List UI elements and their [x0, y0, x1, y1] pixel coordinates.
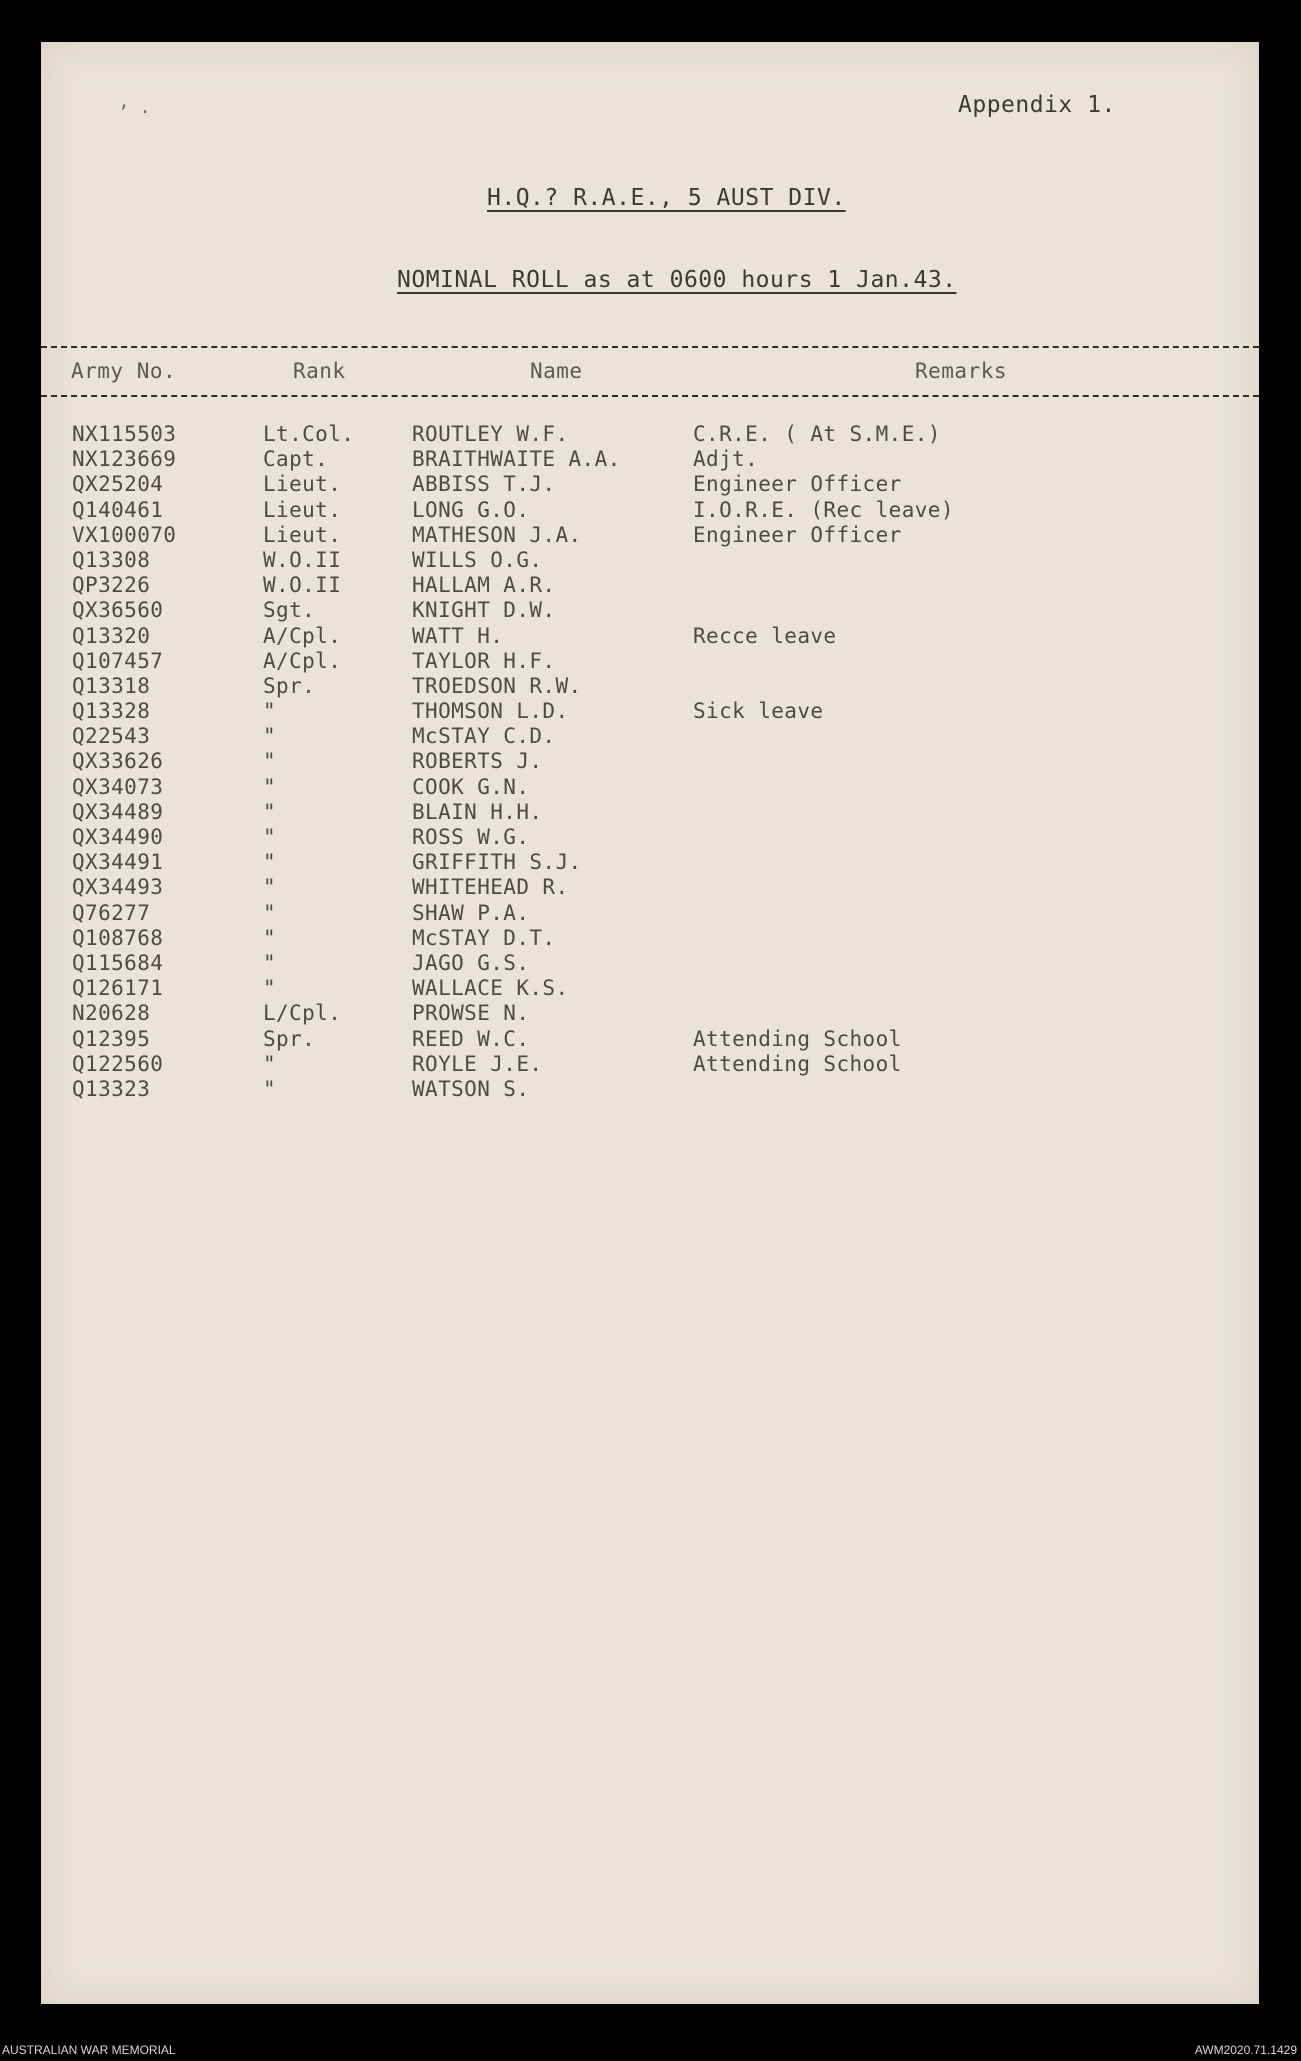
cell-rank: ": [263, 825, 277, 849]
page-speck: ’ ·: [118, 102, 151, 123]
column-header-army-no: Army No.: [71, 359, 177, 383]
cell-rank: ": [263, 875, 277, 900]
column-header-remarks: Remarks: [915, 359, 1008, 383]
table-row: [0, 775, 1301, 800]
cell-name: WATSON S.: [412, 1076, 530, 1101]
cell-name: HALLAM A.R.: [412, 573, 556, 598]
cell-remarks: C.R.E. ( At S.M.E.): [693, 422, 941, 446]
cell-name: THOMSON L.D.: [412, 699, 569, 724]
table-row: [0, 926, 1301, 951]
table-row: [0, 749, 1301, 774]
cell-army-no: Q115684: [72, 950, 164, 975]
cell-remarks: Adjt.: [693, 447, 759, 472]
cell-army-no: Q13308: [72, 547, 151, 572]
cell-rank: ": [263, 850, 277, 875]
cell-rank: Capt.: [263, 447, 329, 472]
cell-rank: A/Cpl.: [263, 623, 342, 648]
table-top-rule: [41, 346, 1259, 348]
table-row: [0, 1001, 1301, 1026]
cell-army-no: QX34490: [72, 825, 164, 849]
cell-army-no: Q13328: [72, 699, 151, 724]
cell-remarks: Attending School: [693, 1051, 902, 1076]
cell-name: ROSS W.G.: [412, 825, 530, 849]
nominal-roll-table: [0, 422, 1301, 1102]
table-header-rule: [41, 395, 1259, 397]
cell-name: REED W.C.: [412, 1026, 530, 1051]
table-row: [0, 624, 1301, 649]
cell-rank: ": [263, 1076, 277, 1101]
cell-army-no: QX34073: [72, 774, 164, 799]
cell-remarks: Engineer Officer: [693, 522, 902, 547]
cell-remarks: Attending School: [693, 1026, 902, 1051]
cell-army-no: Q122560: [72, 1051, 164, 1076]
table-row: [0, 598, 1301, 623]
footer-institution: AUSTRALIAN WAR MEMORIAL: [2, 2043, 176, 2057]
cell-name: GRIFFITH S.J.: [412, 850, 582, 875]
cell-remarks: Recce leave: [693, 623, 837, 648]
cell-army-no: QX25204: [72, 472, 164, 497]
table-row: [0, 699, 1301, 724]
unit-title: H.Q.? R.A.E., 5 AUST DIV.: [487, 185, 846, 211]
cell-army-no: Q12395: [72, 1026, 151, 1051]
cell-army-no: Q126171: [72, 976, 164, 1001]
cell-rank: ": [263, 1051, 277, 1076]
cell-remarks: Engineer Officer: [693, 472, 902, 497]
cell-name: McSTAY D.T.: [412, 925, 556, 950]
table-row: [0, 1077, 1301, 1102]
cell-rank: ": [263, 925, 277, 950]
cell-name: TROEDSON R.W.: [412, 673, 582, 698]
cell-army-no: Q22543: [72, 724, 151, 749]
cell-name: SHAW P.A.: [412, 900, 530, 925]
cell-army-no: QX33626: [72, 749, 164, 774]
table-row: [0, 649, 1301, 674]
table-row: [0, 724, 1301, 749]
cell-rank: Sgt.: [263, 598, 316, 623]
table-row: [0, 1052, 1301, 1077]
cell-rank: A/Cpl.: [263, 648, 342, 673]
cell-army-no: QX34489: [72, 799, 164, 824]
table-row: [0, 422, 1301, 447]
table-row: [0, 800, 1301, 825]
cell-army-no: QP3226: [72, 573, 151, 598]
table-row: [0, 875, 1301, 900]
cell-army-no: QX34491: [72, 850, 164, 875]
table-row: [0, 674, 1301, 699]
table-row: [0, 901, 1301, 926]
cell-rank: ": [263, 976, 277, 1001]
cell-rank: L/Cpl.: [263, 1001, 342, 1026]
cell-name: WALLACE K.S.: [412, 976, 569, 1001]
table-row: [0, 825, 1301, 850]
cell-rank: Lieut.: [263, 522, 342, 547]
table-row: [0, 1027, 1301, 1052]
cell-rank: Lt.Col.: [263, 422, 355, 446]
cell-rank: W.O.II: [263, 573, 342, 598]
cell-army-no: NX123669: [72, 447, 177, 472]
cell-name: ROYLE J.E.: [412, 1051, 543, 1076]
cell-army-no: VX100070: [72, 522, 177, 547]
cell-name: LONG G.O.: [412, 497, 530, 522]
cell-rank: ": [263, 699, 277, 724]
cell-army-no: N20628: [72, 1001, 151, 1026]
table-row: [0, 573, 1301, 598]
cell-army-no: Q140461: [72, 497, 164, 522]
cell-rank: Spr.: [263, 673, 316, 698]
table-row: [0, 472, 1301, 497]
table-row: [0, 447, 1301, 472]
cell-rank: Lieut.: [263, 497, 342, 522]
cell-name: KNIGHT D.W.: [412, 598, 556, 623]
cell-army-no: QX36560: [72, 598, 164, 623]
column-header-rank: Rank: [293, 359, 346, 383]
cell-army-no: QX34493: [72, 875, 164, 900]
appendix-label: Appendix 1.: [958, 92, 1116, 118]
cell-army-no: Q76277: [72, 900, 151, 925]
cell-rank: Lieut.: [263, 472, 342, 497]
cell-rank: ": [263, 950, 277, 975]
table-row: [0, 548, 1301, 573]
cell-remarks: I.O.R.E. (Rec leave): [693, 497, 954, 522]
cell-army-no: Q13320: [72, 623, 151, 648]
cell-name: BLAIN H.H.: [412, 799, 543, 824]
cell-rank: ": [263, 749, 277, 774]
table-row: [0, 951, 1301, 976]
cell-name: WILLS O.G.: [412, 547, 543, 572]
cell-army-no: Q13323: [72, 1076, 151, 1101]
cell-name: PROWSE N.: [412, 1001, 530, 1026]
cell-name: WATT H.: [412, 623, 504, 648]
cell-name: COOK G.N.: [412, 774, 530, 799]
cell-name: MATHESON J.A.: [412, 522, 582, 547]
table-row: [0, 976, 1301, 1001]
column-header-name: Name: [530, 359, 583, 383]
cell-army-no: Q107457: [72, 648, 164, 673]
footer-accession-number: AWM2020.71.1429: [1194, 2043, 1297, 2057]
cell-rank: ": [263, 900, 277, 925]
cell-army-no: Q108768: [72, 925, 164, 950]
table-row: [0, 850, 1301, 875]
cell-rank: ": [263, 799, 277, 824]
cell-rank: Spr.: [263, 1026, 316, 1051]
cell-name: ROBERTS J.: [412, 749, 543, 774]
cell-army-no: NX115503: [72, 422, 177, 446]
cell-name: ABBISS T.J.: [412, 472, 556, 497]
cell-rank: ": [263, 774, 277, 799]
cell-name: TAYLOR H.F.: [412, 648, 556, 673]
cell-name: BRAITHWAITE A.A.: [412, 447, 621, 472]
cell-name: WHITEHEAD R.: [412, 875, 569, 900]
table-row: [0, 498, 1301, 523]
cell-remarks: Sick leave: [693, 699, 824, 724]
cell-army-no: Q13318: [72, 673, 151, 698]
roll-title: NOMINAL ROLL as at 0600 hours 1 Jan.43.: [397, 267, 957, 293]
cell-name: McSTAY C.D.: [412, 724, 556, 749]
cell-name: JAGO G.S.: [412, 950, 530, 975]
cell-rank: W.O.II: [263, 547, 342, 572]
cell-rank: ": [263, 724, 277, 749]
cell-name: ROUTLEY W.F.: [412, 422, 569, 446]
table-row: [0, 523, 1301, 548]
